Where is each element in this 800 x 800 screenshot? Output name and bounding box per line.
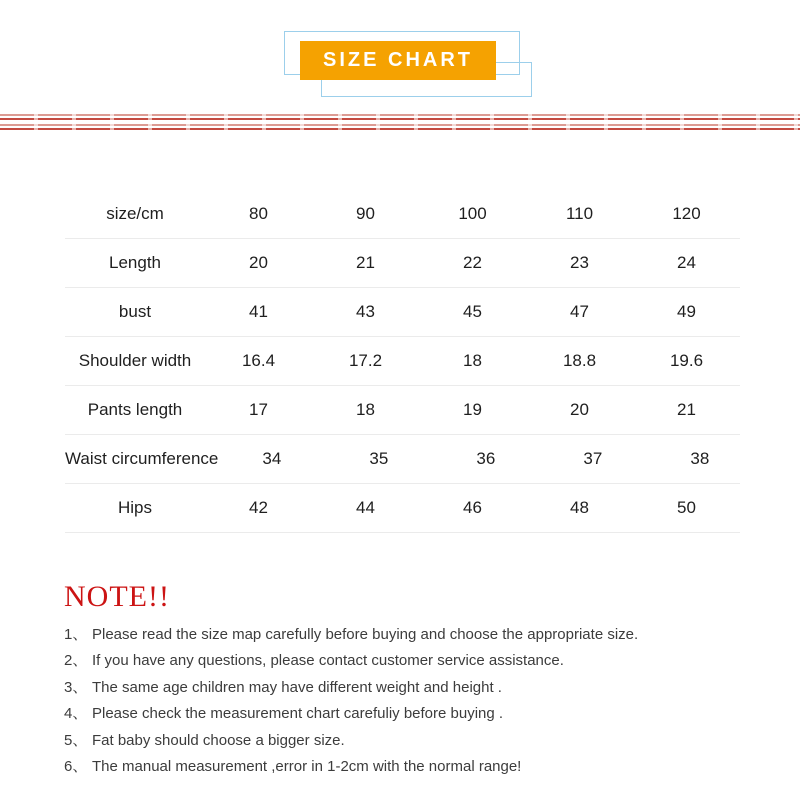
note-item-number: 6、	[64, 758, 88, 776]
cell-value: 43	[356, 302, 375, 321]
divider-line	[0, 124, 800, 126]
cell-value: 45	[463, 302, 482, 321]
cell-value: 47	[570, 302, 589, 321]
cell-value: 35	[369, 449, 389, 468]
table-row	[65, 484, 740, 533]
cell-value: 80	[249, 204, 268, 223]
note-item-number: 1、	[64, 626, 88, 643]
note-title: NOTE!!	[64, 580, 170, 613]
cell-value: 44	[356, 498, 375, 517]
note-item-text: Fat baby should choose a bigger size.	[92, 731, 345, 749]
row-label: Pants length	[87, 400, 183, 419]
cell-value: 20	[570, 400, 589, 419]
cell-value: 21	[677, 400, 696, 419]
note-item-number: 5、	[64, 731, 88, 749]
note-item-number: 2、	[64, 652, 88, 670]
note-item	[64, 728, 764, 754]
note-item-text: If you have any questions, please contact customer service assistance.	[92, 652, 564, 670]
banner	[0, 0, 800, 110]
cell-value: 49	[677, 302, 696, 321]
table-row	[65, 386, 740, 435]
cell-value: 17.2	[348, 351, 383, 370]
note-item-number: 3、	[64, 678, 88, 696]
cell-value: 50	[677, 498, 696, 517]
cell-value: 24	[677, 253, 696, 272]
note-item	[64, 701, 764, 727]
cell-value: 41	[249, 302, 268, 321]
cell-value: 90	[356, 204, 375, 223]
cell-value: 20	[249, 253, 268, 272]
cell-value: 38	[690, 449, 710, 468]
cell-value: 34	[262, 449, 282, 468]
row-label: Waist circumference	[65, 449, 219, 468]
row-label: Shoulder width	[78, 351, 192, 370]
divider-stripes	[0, 114, 800, 132]
cell-value: 37	[583, 449, 603, 468]
note-list	[64, 622, 764, 780]
cell-value: 36	[476, 449, 496, 468]
cell-value: 42	[249, 498, 268, 517]
cell-value: 18.8	[562, 351, 597, 370]
cell-value: 18	[356, 400, 375, 419]
table-row	[65, 288, 740, 337]
row-label: size/cm	[106, 204, 164, 223]
divider-line	[0, 128, 800, 130]
note-item	[64, 622, 764, 648]
cell-value: 110	[565, 204, 594, 223]
banner-title: SIZE CHART	[323, 49, 473, 71]
cell-value: 19.6	[669, 351, 704, 370]
table-row	[65, 239, 740, 288]
cell-value: 100	[458, 204, 487, 223]
table-row	[65, 337, 740, 386]
divider-line	[0, 114, 800, 116]
cell-value: 16.4	[241, 351, 276, 370]
note-item	[64, 754, 764, 780]
note-item-text: The same age children may have different weight and height .	[92, 678, 502, 696]
row-label: Hips	[117, 498, 152, 517]
row-label: Length	[109, 253, 161, 272]
note-item	[64, 675, 764, 701]
cell-value: 18	[463, 351, 482, 370]
cell-value: 23	[570, 253, 589, 272]
banner-title-box	[300, 41, 496, 80]
row-label: bust	[118, 302, 152, 321]
size-table	[65, 190, 740, 533]
cell-value: 22	[463, 253, 482, 272]
note-item-text: Please read the size map carefully before buying and choose the appropriate size.	[92, 626, 639, 643]
cell-value: 19	[463, 400, 482, 419]
cell-value: 46	[463, 498, 482, 517]
note-item-text: Please check the measurement chart carefuliy before buying .	[92, 705, 504, 723]
table-row	[65, 435, 740, 484]
cell-value: 48	[570, 498, 589, 517]
cell-value: 120	[672, 204, 701, 223]
table-row	[65, 190, 740, 239]
note-item	[64, 648, 764, 674]
cell-value: 17	[249, 400, 268, 419]
cell-value: 21	[356, 253, 375, 272]
note-item-text: The manual measurement ,error in 1-2cm with the normal range!	[92, 758, 522, 776]
note-item-number: 4、	[64, 705, 88, 723]
